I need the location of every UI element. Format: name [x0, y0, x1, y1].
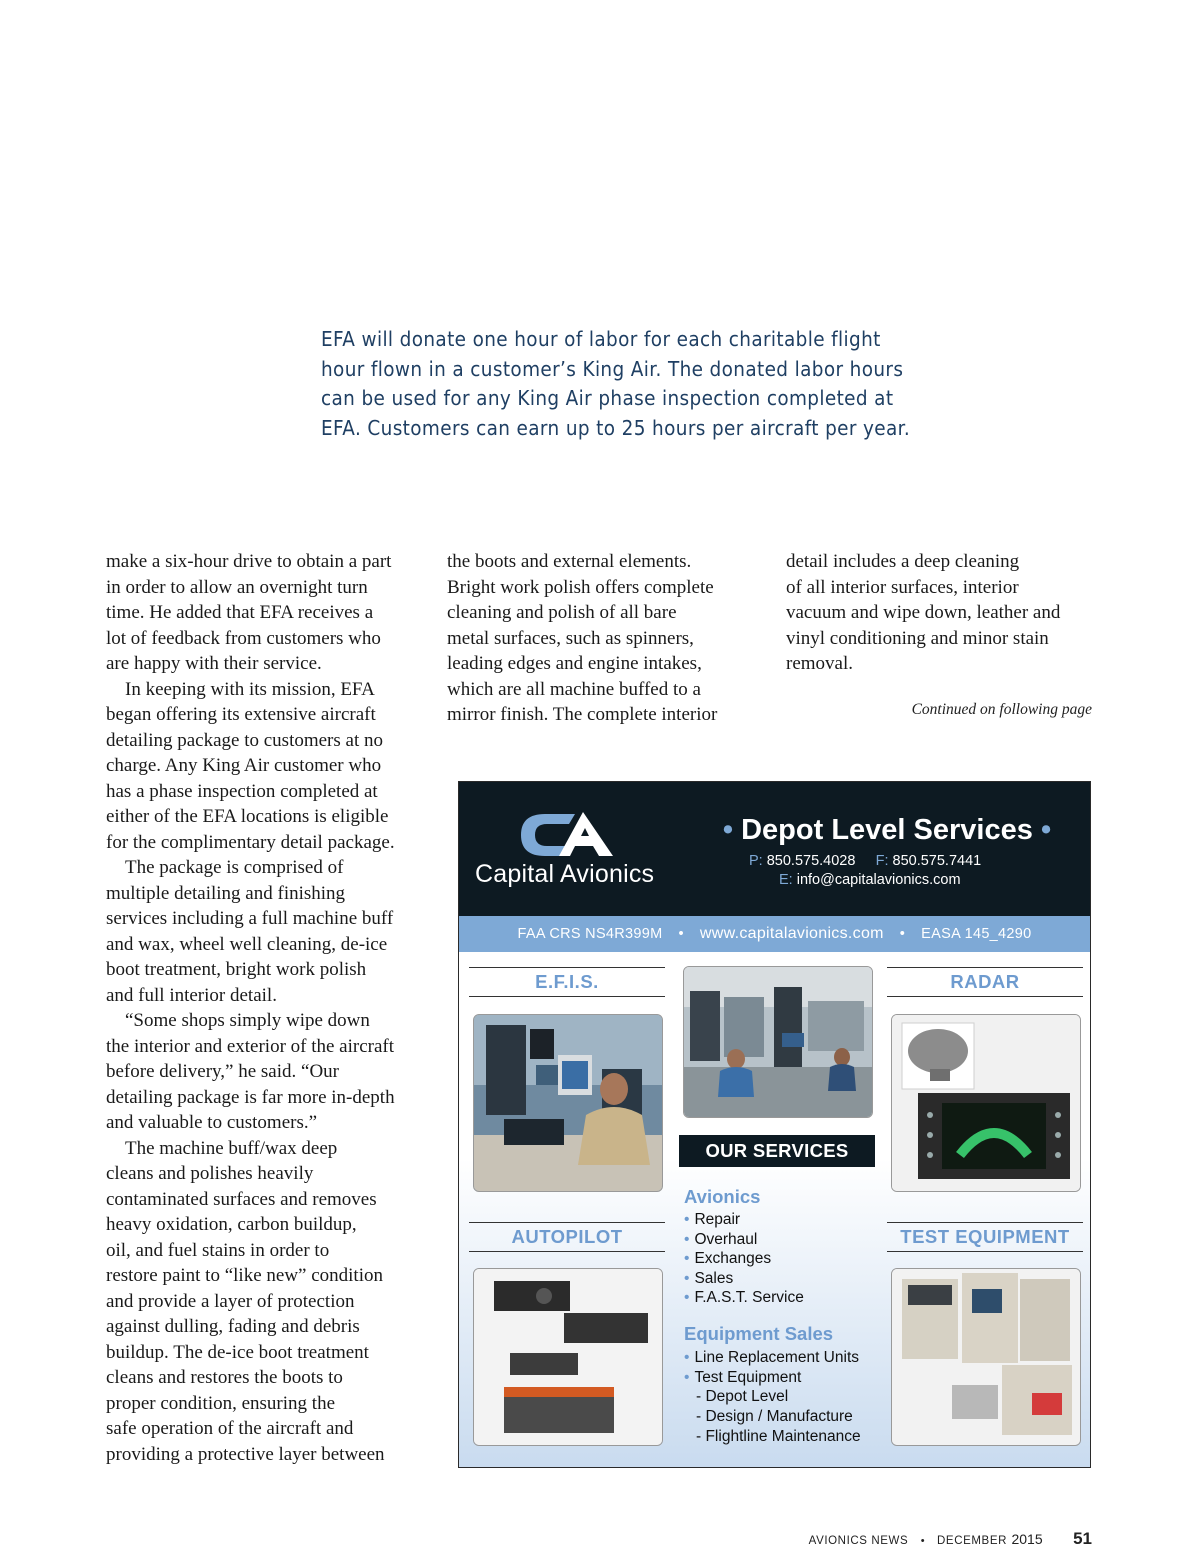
- pull-quote-line: hour flown in a customer’s King Air. The donated labor hours: [321, 356, 904, 381]
- capital-avionics-logo-icon: [515, 808, 625, 860]
- page-footer: [809, 1529, 1092, 1549]
- ad-header: [459, 782, 1090, 916]
- text-line: mirror finish. The complete interior: [447, 704, 718, 725]
- fax-label: F:: [875, 853, 889, 869]
- radar-photo: [891, 1014, 1081, 1192]
- page-number: 51: [1073, 1529, 1092, 1548]
- bullet-icon: •: [684, 1368, 690, 1386]
- bullet-icon: •: [899, 926, 906, 942]
- text-line: removal.: [786, 653, 854, 674]
- bullet-icon: •: [920, 1535, 925, 1547]
- text-line: either of the EFA locations is eligible: [106, 806, 389, 827]
- text-line: the boots and external elements.: [447, 551, 692, 572]
- text-line: The package is comprised of: [125, 857, 344, 878]
- section-radar: RADAR: [887, 967, 1083, 997]
- text-line: multiple detailing and finishing: [106, 882, 346, 904]
- pull-quote-line: EFA. Customers can earn up to 25 hours per aircraft per year.: [321, 415, 911, 440]
- email-line: [779, 872, 1039, 888]
- list-sub-item: - Design / Manufacture: [696, 1407, 853, 1425]
- text-line: cleans and polishes heavily: [106, 1163, 314, 1184]
- fax-number: 850.575.7441: [892, 853, 982, 869]
- text-line: oil, and fuel stains in order to: [106, 1239, 330, 1261]
- list-item: • Repair: [684, 1211, 741, 1228]
- autopilot-photo: [473, 1268, 663, 1446]
- bullet-icon: •: [684, 1211, 690, 1228]
- list-sub-item: - Depot Level: [696, 1388, 789, 1406]
- text-line: detailing package to customers at no: [106, 729, 383, 751]
- publication-name: AVIONICS NEWS: [808, 1535, 909, 1547]
- test-equipment-photo: [891, 1268, 1081, 1446]
- bullet-icon: •: [684, 1289, 690, 1307]
- section-autopilot: AUTOPILOT: [469, 1222, 665, 1252]
- text-line: and valuable to customers.”: [106, 1112, 318, 1133]
- text-line: and provide a layer of protection: [106, 1290, 355, 1312]
- text-line: vinyl conditioning and minor stain: [786, 627, 1049, 649]
- issue-year: 2015: [1011, 1531, 1043, 1547]
- text-line: has a phase inspection completed at: [106, 780, 378, 802]
- text-line: leading edges and engine intakes,: [447, 653, 702, 674]
- headline-text: Depot Level Services: [741, 814, 1033, 846]
- list-sub-item: - Flightline Maintenance: [696, 1428, 861, 1446]
- bullet-icon: •: [722, 814, 734, 846]
- text-line: detail includes a deep cleaning: [786, 551, 1020, 572]
- email-label: E:: [779, 872, 793, 888]
- text-line: restore paint to “like new” condition: [106, 1265, 383, 1286]
- phone-fax-line: [749, 853, 1049, 869]
- text-line: in order to allow an overnight turn: [106, 576, 368, 598]
- equipment-sales-heading: Equipment Sales: [684, 1323, 834, 1344]
- shop-photo: [683, 966, 873, 1118]
- text-line: The machine buff/wax deep: [125, 1137, 338, 1159]
- pull-quote-line: EFA will donate one hour of labor for each charitable flight: [321, 327, 881, 351]
- pull-quote: [321, 325, 911, 443]
- text-line: cleaning and polish of all bare: [447, 602, 677, 623]
- avionics-services-list: [684, 1210, 804, 1308]
- text-line: which are all machine buffed to a: [447, 678, 701, 700]
- website-link[interactable]: www.capitalavionics.com: [699, 925, 884, 942]
- text-line: against dulling, fading and debris: [106, 1316, 360, 1337]
- list-item: • F.A.S.T. Service: [684, 1289, 804, 1307]
- text-line: time. He added that EFA receives a: [106, 602, 374, 623]
- text-line: “Some shops simply wipe down: [125, 1010, 370, 1031]
- text-line: and wax, wheel well cleaning, de-ice: [106, 933, 388, 955]
- issue-month: DECEMBER: [937, 1535, 1008, 1547]
- text-line: In keeping with its mission, EFA: [125, 678, 375, 700]
- bullet-icon: •: [684, 1269, 690, 1287]
- text-line: before delivery,” he said. “Our: [106, 1061, 339, 1082]
- text-line: for the complimentary detail package.: [106, 831, 395, 853]
- text-line: vacuum and wipe down, leather and: [786, 602, 1061, 623]
- ad-headline: [687, 814, 1087, 847]
- faa-cert: FAA CRS NS4R399M: [517, 926, 663, 942]
- text-line: proper condition, ensuring the: [106, 1392, 336, 1414]
- logo-wordmark: Capital Avionics: [475, 860, 655, 888]
- text-line: services including a full machine buff: [106, 908, 394, 929]
- bullet-icon: •: [684, 1250, 690, 1268]
- text-line: safe operation of the aircraft and: [106, 1418, 354, 1439]
- list-item: • Exchanges: [684, 1250, 772, 1268]
- equipment-sales-list: [684, 1348, 861, 1447]
- text-line: make a six-hour drive to obtain a part: [106, 551, 392, 572]
- bullet-icon: •: [684, 1349, 690, 1366]
- text-line: are happy with their service.: [106, 653, 322, 674]
- article-column-3: [786, 549, 1096, 677]
- text-line: contaminated surfaces and removes: [106, 1188, 377, 1210]
- text-line: of all interior surfaces, interior: [786, 576, 1019, 598]
- text-line: metal surfaces, such as spinners,: [447, 627, 694, 649]
- section-test-equipment: TEST EQUIPMENT: [887, 1222, 1083, 1252]
- text-line: began offering its extensive aircraft: [106, 704, 376, 725]
- avionics-heading: Avionics: [684, 1186, 761, 1207]
- email-address[interactable]: info@capitalavionics.com: [796, 872, 961, 888]
- text-line: and full interior detail.: [106, 984, 277, 1006]
- list-item: • Line Replacement Units: [684, 1349, 859, 1366]
- phone-number[interactable]: 850.575.4028: [766, 853, 856, 869]
- certification-bar: [459, 916, 1090, 952]
- text-line: buildup. The de-ice boot treatment: [106, 1341, 369, 1363]
- efis-photo: [473, 1014, 663, 1192]
- article-column-2: [447, 549, 757, 728]
- our-services-heading: OUR SERVICES: [679, 1135, 875, 1167]
- text-line: lot of feedback from customers who: [106, 627, 381, 649]
- bullet-icon: •: [1040, 814, 1052, 846]
- section-efis: E.F.I.S.: [469, 967, 665, 997]
- text-line: detailing package is far more in-depth: [106, 1086, 395, 1108]
- phone-label: P:: [749, 853, 763, 869]
- text-line: Bright work polish offers complete: [447, 576, 714, 598]
- text-line: providing a protective layer between: [106, 1443, 385, 1465]
- text-line: charge. Any King Air customer who: [106, 755, 382, 776]
- pull-quote-line: can be used for any King Air phase inspection completed at: [321, 386, 894, 410]
- article-column-1: [106, 549, 421, 1467]
- list-item: • Test Equipment: [684, 1368, 802, 1386]
- text-line: the interior and exterior of the aircraft: [106, 1035, 395, 1057]
- bullet-icon: •: [678, 926, 684, 942]
- continued-note: Continued on following page: [911, 701, 1092, 718]
- text-line: boot treatment, bright work polish: [106, 959, 367, 980]
- text-line: heavy oxidation, carbon buildup,: [106, 1214, 357, 1235]
- list-item: • Sales: [684, 1269, 734, 1287]
- easa-cert: EASA 145_4290: [921, 926, 1032, 942]
- bullet-icon: •: [684, 1230, 690, 1248]
- text-line: cleans and restores the boots to: [106, 1367, 343, 1388]
- list-item: • Overhaul: [684, 1230, 758, 1248]
- capital-avionics-ad[interactable]: [458, 781, 1091, 1468]
